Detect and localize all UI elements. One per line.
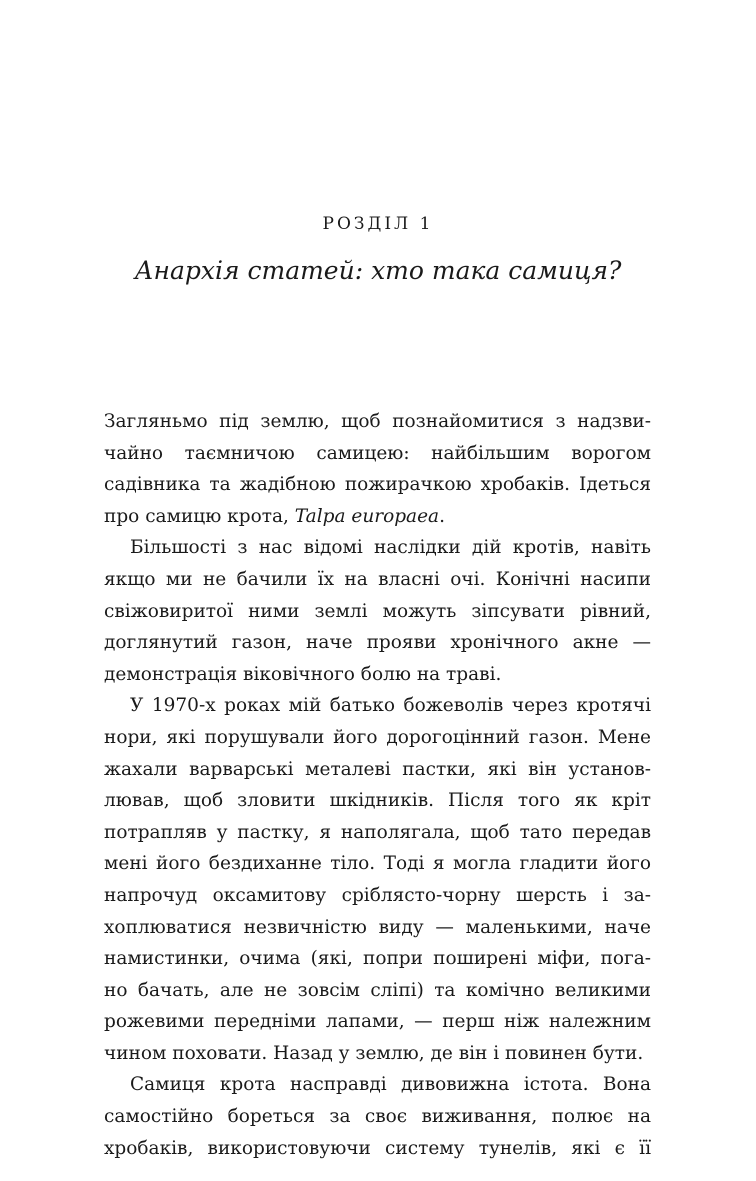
text-line: демонстрація віковічного болю на траві. — [104, 663, 502, 685]
text-line: самостійно бореться за своє виживання, полює на — [104, 1106, 651, 1128]
text-line: намистинки, очима (які, попри поширені міфи, пога- — [104, 948, 651, 970]
text-line: Самиця крота насправді дивовижна істота. Вона — [130, 1074, 651, 1096]
text-line: лював, щоб зловити шкідників. Після того як кріт — [104, 790, 651, 812]
text-fragment: . — [439, 505, 445, 527]
text-line: хоплюватися незвичністю виду — маленькими, наче — [104, 916, 651, 938]
text-line: рожевими передніми лапами, — перш ніж належним — [104, 1011, 651, 1033]
text-line: чайно таємничою самицею: найбільшим ворогом — [104, 442, 651, 464]
text-line: потрапляв у пастку, я наполягала, щоб тато передав — [104, 821, 651, 843]
text-line: У 1970-х роках мій батько божеволів через кротячі — [130, 695, 651, 717]
text-line: хробаків, використовуючи систему тунелів, які є її — [104, 1137, 651, 1159]
text-line: нори, які порушували його дорогоцінний газон. Мене — [104, 726, 651, 748]
text-line: жахали варварські металеві пастки, які він установ- — [104, 758, 651, 780]
chapter-label: РОЗДІЛ 1 — [322, 214, 434, 234]
chapter-title: Анархія статей: хто така самиця? — [134, 256, 622, 285]
body-text — [104, 406, 651, 1164]
text-line: садівника та жадібною пожирачкою хробаків. Ідеться — [104, 474, 651, 496]
text-line: напрочуд оксамитову сріблясто-чорну шерсть і за- — [104, 884, 651, 906]
text-line — [104, 501, 651, 533]
text-line: чином поховати. Назад у землю, де він і повинен бути. — [104, 1042, 644, 1064]
text-line: мені його бездиханне тіло. Тоді я могла гладити його — [104, 853, 651, 875]
text-line: доглянутий газон, наче прояви хронічного акне — — [104, 632, 651, 654]
text-line: но бачать, але не зовсім сліпі) та комічно великими — [104, 979, 651, 1001]
text-line: свіжовиритої ними землі можуть зіпсувати рівний, — [104, 600, 651, 622]
text-line: Загляньмо під землю, щоб познайомитися з надзви- — [104, 411, 651, 432]
text-line: Більшості з нас відомі наслідки дій кротів, навіть — [130, 537, 651, 559]
text-fragment: про самицю крота, — [104, 505, 295, 527]
text-line: якщо ми не бачили їх на власні очі. Конічні насипи — [104, 568, 651, 590]
species-name: Talpa europaea — [294, 505, 440, 527]
